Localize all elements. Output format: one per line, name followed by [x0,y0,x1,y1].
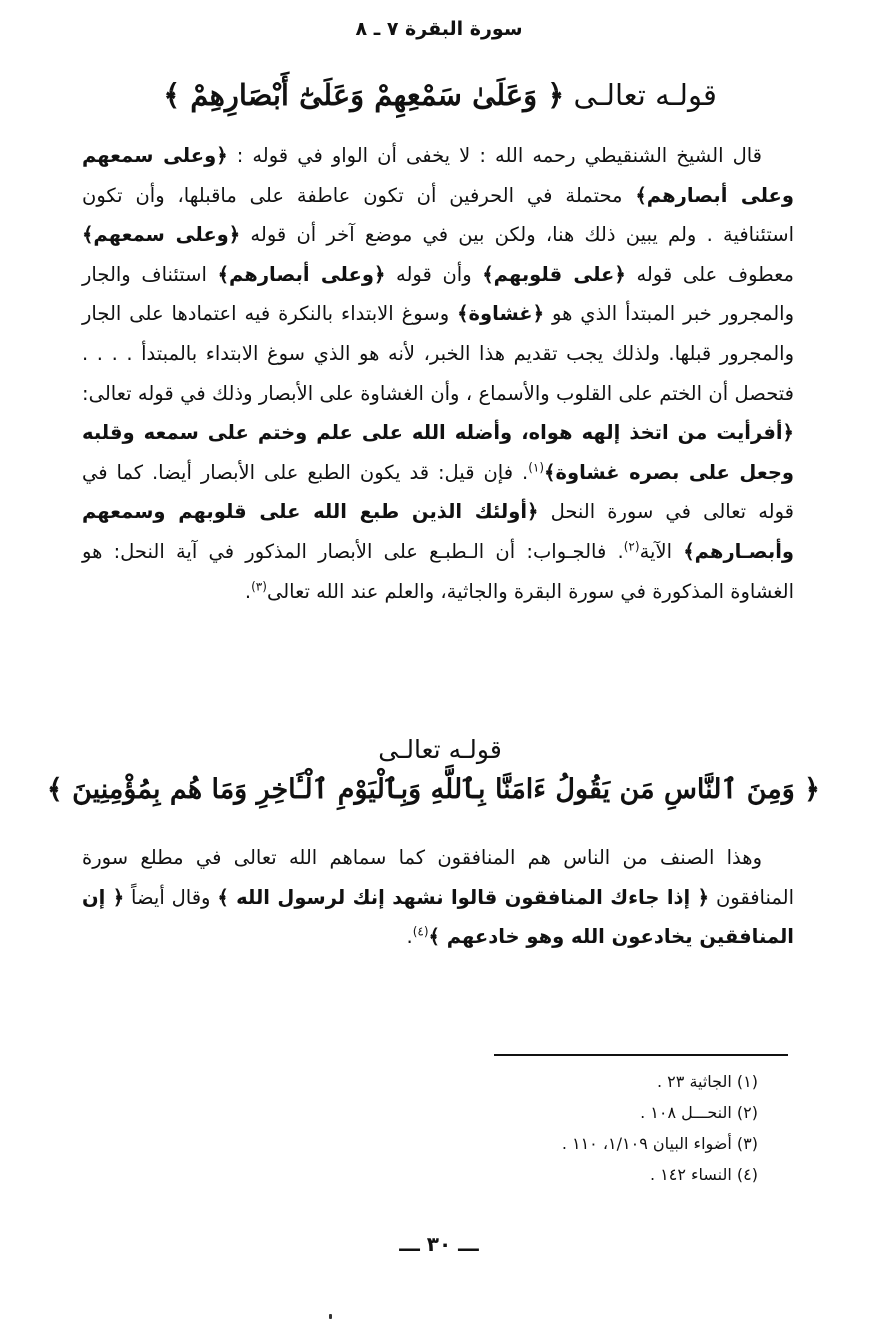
text: محتملة في الحرفين أن تكون عاطفة على ماقبلها، وأن تكون استئنافية . ولم يبين ذلك هنا، ولكن بين في موضع آخر أن قوله [82,183,794,247]
text: . [244,579,252,603]
text: وأن قوله [385,262,483,286]
heading-1-verse: ﴿ وَعَلَىٰ سَمْعِهِمْ وَعَلَىٰٓ أَبْصَارِهِمْ ﴾ [163,78,565,112]
section-heading-2-title: قولـه تعالـى [378,735,502,764]
page-number: ـــ ٣٠ ـــ [399,1232,479,1256]
footnote-marker: (٤) [412,924,429,939]
tafsir-paragraph-2 [82,838,794,957]
footnotes [300,1066,758,1190]
footnote-marker: (١) [528,460,545,475]
tafsir-paragraph-1 [82,136,794,611]
text: وقال أيضاً [124,885,218,909]
text: معطوف على قوله [625,262,794,286]
footnote-marker: (٢) [623,539,640,554]
text: . فإن قيل: قد يكون الطبع على الأبصار أيضا. كما في قوله تعالى في سورة النحل [82,460,794,524]
text: . [406,925,413,949]
heading-1-prefix: قولـه تعالـى [564,78,717,112]
quoted-verse: ﴿وعلى سمعهم﴾ [82,223,241,247]
quoted-verse: ﴿غشاوة﴾ [457,302,545,326]
footnote-3: (٣) أضواء البيان ١/١٠٩، ١١٠ . [561,1134,758,1153]
text: الآية [639,539,684,563]
section-heading-1 [60,72,820,118]
quoted-verse: ﴿على قلوبهم﴾ [482,262,626,286]
text: قال الشيخ الشنقيطي رحمه الله : لا يخفى أن الواو في قوله : [227,144,763,167]
quoted-verse: ﴿ إذا جاءك المنافقون قالوا نشهد إنك لرسول الله ﴾ [217,885,710,909]
text: . فالجـواب: أن الـطبـع على الأبصار المذكور في آية النحل: هو الغشاوة المذكورة في سورة البقرة والجاثية، والعلم عند الله تعالى [82,539,794,603]
quoted-verse: ﴿أفرأيت من اتخذ إلهه هواه، وأضله الله على علم وختم على سمعه وقلبه وجعل على بصره غشاوة﴾ [82,421,795,484]
footnote-4: (٤) النساء ١٤٢ . [649,1165,758,1184]
quoted-verse: ﴿وعلى أبصارهم﴾ [217,262,386,286]
text: استئناف والجار والمجرور خبر المبتدأ الذي هو [82,262,794,326]
footnote-marker: (٣) [251,579,267,594]
text: وسوغ الابتداء بالنكرة فيه اعتمادها على الجار والمجرور قبلها. ولذلك يجب تقديم هذا الخبر، لأنه هو الذي سوغ الابتداء بالمبتدأ . . . . فتحصل أن الختم على القلوب والأسماع ، وأن الغشاوة على الأبصار وذلك في قوله تعالى: [82,302,794,405]
footnote-divider [494,1054,788,1056]
footnote-1: (١) الجاثية ٢٣ . [657,1072,758,1091]
footnote-2: (٢) النحـــل ١٠٨ . [640,1103,758,1122]
quoted-verse: ﴿ إن المنافقين يخادعون الله وهو خادعهم ﴾ [82,885,794,949]
quoted-verse: ﴿وعلى سمعهم وعلى أبصارهم﴾ [82,144,794,207]
text: وهذا الصنف من الناس هم المنافقون كما سماهم الله تعالى في مطلع سورة المنافقون [82,846,794,909]
quoted-verse: ﴿أولئك الذين طبع الله على قلوبهم وسمعهم وأبصـارهم﴾ [82,500,794,563]
scan-speck [329,1314,332,1319]
running-head: سورة البقرة ٧ ـ ٨ [355,18,523,40]
section-heading-2-verse: ﴿ وَمِنَ ٱلنَّاسِ مَن يَقُولُ ءَامَنَّا بِٱللَّهِ وَبِٱلْيَوْمِ ٱلْـَٔاخِرِ وَمَا هُم بِمُؤْمِنِينَ ﴾ [46,774,820,805]
